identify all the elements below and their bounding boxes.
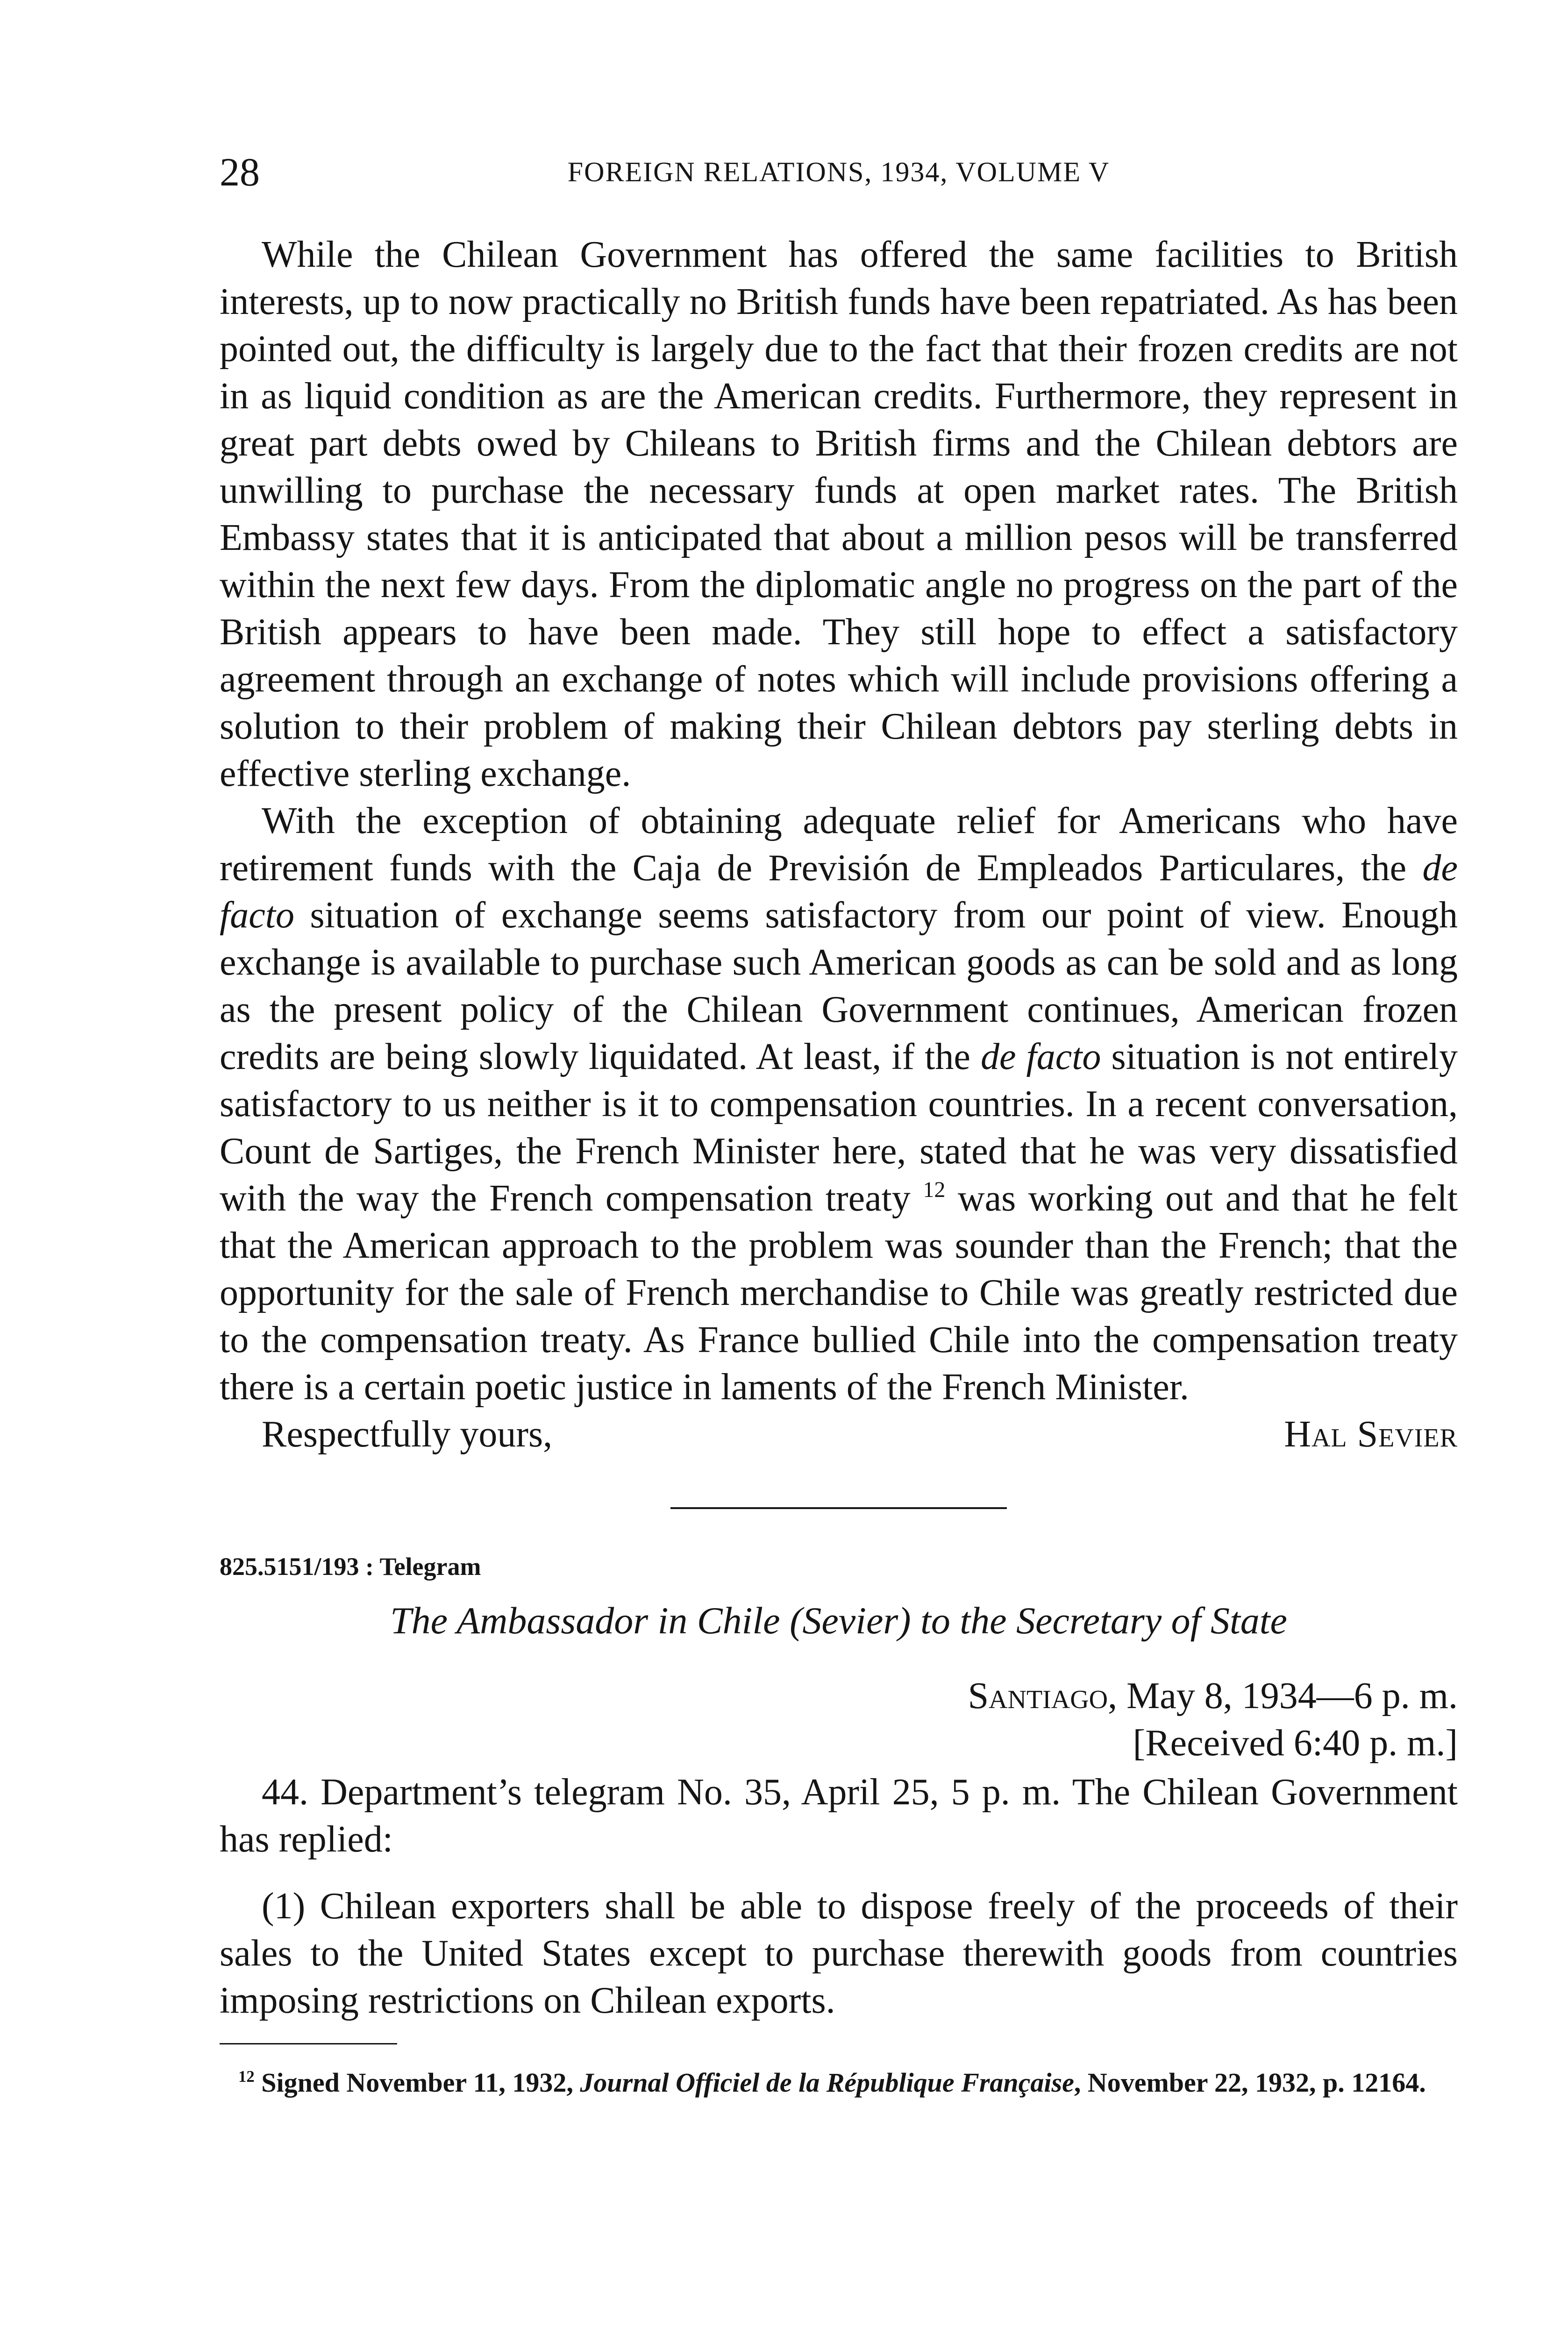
letter-paragraph-1: While the Chilean Government has offered the same facilities to British interests, up to now practically no British funds have been repatriated. As has been pointed out, the difficulty is largely due to the fact that their frozen credits are not in as liquid condition as are the American credits. Furthermore, they represent in great part debts owed by Chileans to British firms and the Chilean debtors are unwilling to purchase the necessary funds at open market rates. The British Embassy states that it is anticipated that about a million pesos will be transferred within the next few days. From the diplomatic angle no progress on the part of the British appears to have been made. They still hope to effect a satisfactory agreement through an exchange of notes which will include provisions offering a solution to their problem of making their Chilean debtors pay sterling debts in effective sterling exchange. (220, 234, 1458, 794)
file-reference: 825.5151/193 : Telegram (220, 1553, 481, 1581)
paragraph-text: With the exception of obtaining adequate relief for Americans who have retirement funds with the Caja de Previsión de Empleados Particulares, the (220, 800, 1458, 889)
footnote-text: , November 22, 1932, p. 12164. (1074, 2067, 1426, 2098)
dateline-place: Santiago (968, 1675, 1108, 1716)
dateline-date: , May 8, 1934—6 p. m. (1108, 1675, 1458, 1716)
closing-salutation: Respectfully yours, (262, 1414, 553, 1455)
page-header (220, 149, 1458, 195)
page-body (220, 231, 1458, 2099)
page-number: 28 (220, 150, 260, 194)
paragraph-text: was working out and that he felt that the American approach to the problem was sounder than the French; that the opportunity for the sale of French merchandise to Chile was greatly restricted due to the compensation treaty. As France bullied Chile into the compensation treaty there is a certain poetic justice in laments of the French Minister. (220, 1178, 1458, 1408)
letter-paragraph-2 (220, 798, 1458, 1411)
received-time: [Received 6:40 p. m.] (1133, 1723, 1458, 1764)
footnote-journal-title: Journal Officiel de la République Française (580, 2067, 1074, 2098)
footnote-reference: 12 (923, 1177, 946, 1203)
paragraph-text: situation is not entirely satisfactory to us neither is it to compensation countries. In a recent conversation, Count de Sartiges, the French Minister here, stated that he was very dissatisfied with the way the French compensation treaty (220, 1036, 1458, 1219)
italic-phrase: de facto (980, 1036, 1101, 1077)
telegram-paragraph-1: 44. Department’s telegram No. 35, April 25, 5 p. m. The Chilean Government has replied: (220, 1772, 1458, 1860)
paragraph-text: situation of exchange seems satisfactory from our point of view. Enough exchange is available to purchase such American goods as can be sold and as long as the present policy of the Chilean Government continues, American frozen credits are being slowly liquidated. At least, if the (220, 895, 1458, 1077)
section-divider (670, 1507, 1007, 1509)
footnote (220, 2066, 1458, 2099)
footnote-text: Signed November 11, 1932, (254, 2067, 580, 2098)
signature: Hal Sevier (1284, 1414, 1458, 1455)
italic-phrase: de facto (220, 848, 1458, 936)
document-title: The Ambassador in Chile (Sevier) to the Secretary of State (390, 1599, 1287, 1642)
telegram-item-1: (1) Chilean exporters shall be able to dispose freely of the proceeds of their sales to the United States except to purchase therewith goods from countries imposing restrictions on Chilean exports. (220, 1886, 1458, 2021)
footnote-divider (220, 2043, 397, 2044)
letter-closing (220, 1411, 1458, 1458)
footnote-marker: 12 (238, 2067, 255, 2086)
dateline (220, 1673, 1458, 1720)
running-title: FOREIGN RELATIONS, 1934, VOLUME V (567, 157, 1110, 187)
